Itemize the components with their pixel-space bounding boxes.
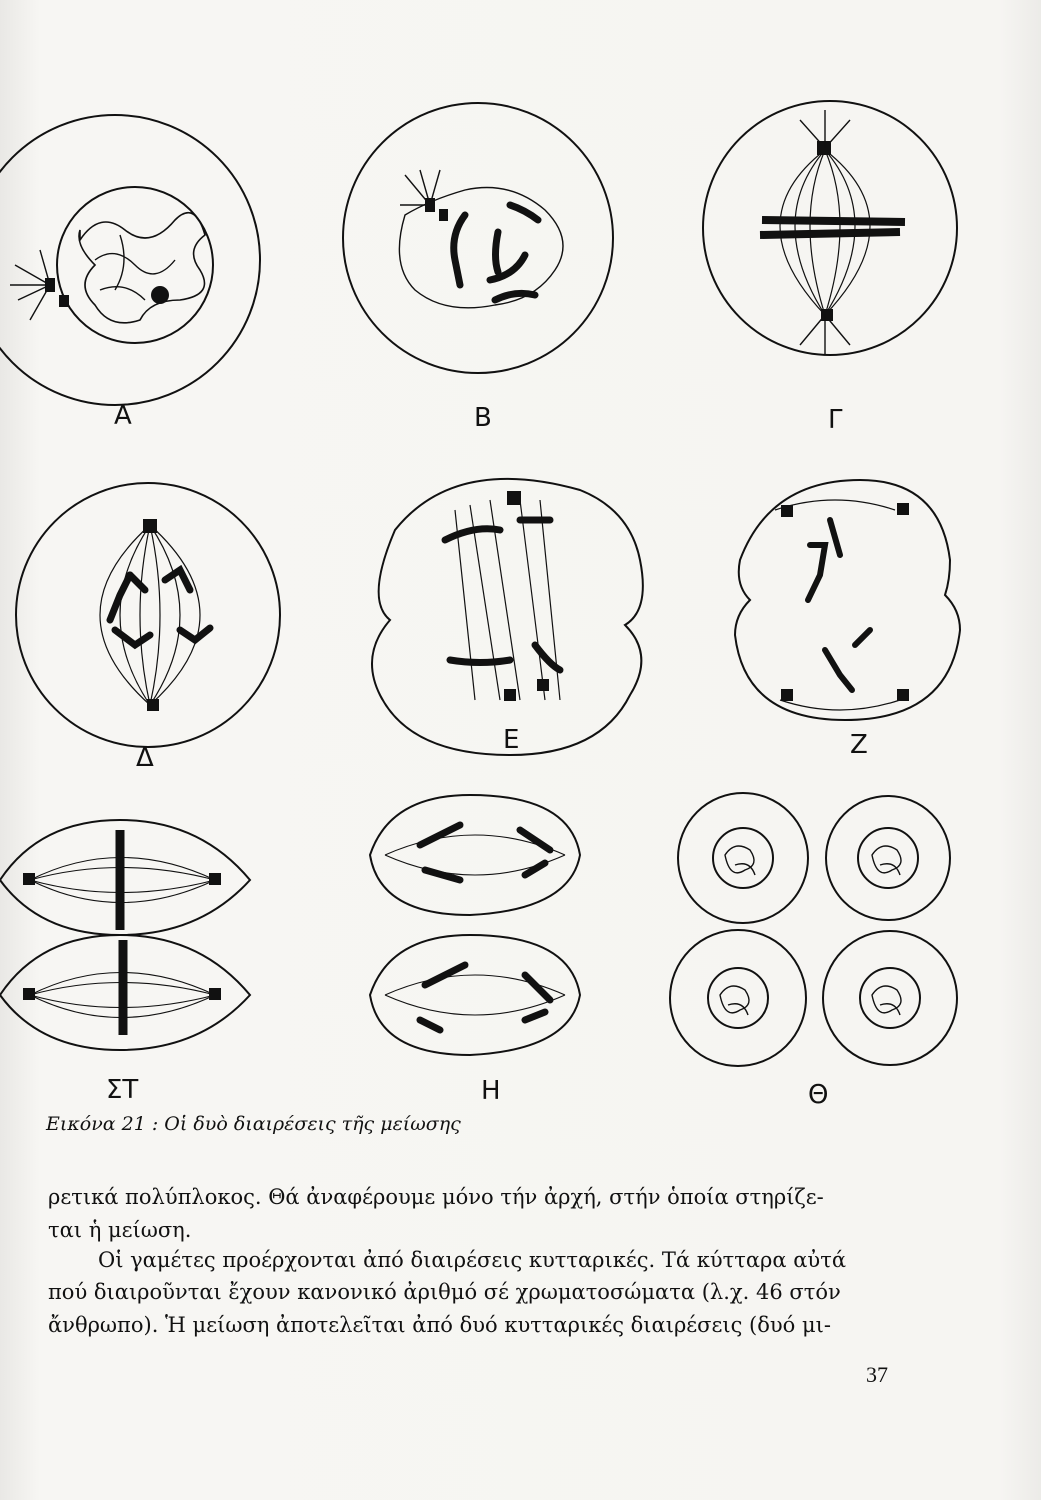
label-a: Α	[114, 401, 132, 431]
cell-st	[0, 820, 250, 1050]
body-line-4: πού διαιροῦνται ἔχουν κανονικό ἀριθμό σέ χρωματοσώματα (λ.χ. 46 στόν	[48, 1280, 841, 1304]
body-line-5: ἄνθρωπο). Ἡ μείωση ἀποτελεῖται ἀπό δυό κυτταρικές διαιρέσεις (δυό μι-	[48, 1313, 831, 1337]
label-h: Η	[481, 1076, 501, 1106]
body-line-1: ρετικά πολύπλοκος. Θά ἀναφέρουμε μόνο τήν ἀρχή, στήν ὁποία στηρίζε-	[48, 1185, 824, 1209]
label-th: Θ	[808, 1080, 829, 1110]
cell-z	[735, 480, 960, 720]
body-line-3: Οἱ γαμέτες προέρχονται ἀπό διαιρέσεις κυτταρικές. Τά κύτταρα αὐτά	[98, 1248, 847, 1272]
cell-e	[372, 479, 643, 755]
label-b: Β	[474, 403, 492, 433]
label-c: Γ	[828, 405, 843, 435]
page-number: 37	[866, 1362, 888, 1387]
cell-a	[0, 115, 260, 405]
label-d: Δ	[136, 743, 154, 773]
cell-h	[370, 795, 580, 1055]
label-f: Ζ	[850, 730, 868, 760]
figure-caption: Εικόνα 21 : Οἱ δυὸ διαιρέσεις τῆς μείωσης	[46, 1113, 461, 1135]
label-e: Ε	[503, 725, 520, 755]
cell-b	[343, 103, 613, 373]
cell-d	[16, 483, 280, 747]
label-st: ΣΤ	[106, 1075, 139, 1105]
body-line-2: ται ἡ μείωση.	[48, 1218, 192, 1242]
cells-th	[670, 793, 957, 1066]
cell-c	[703, 101, 957, 355]
